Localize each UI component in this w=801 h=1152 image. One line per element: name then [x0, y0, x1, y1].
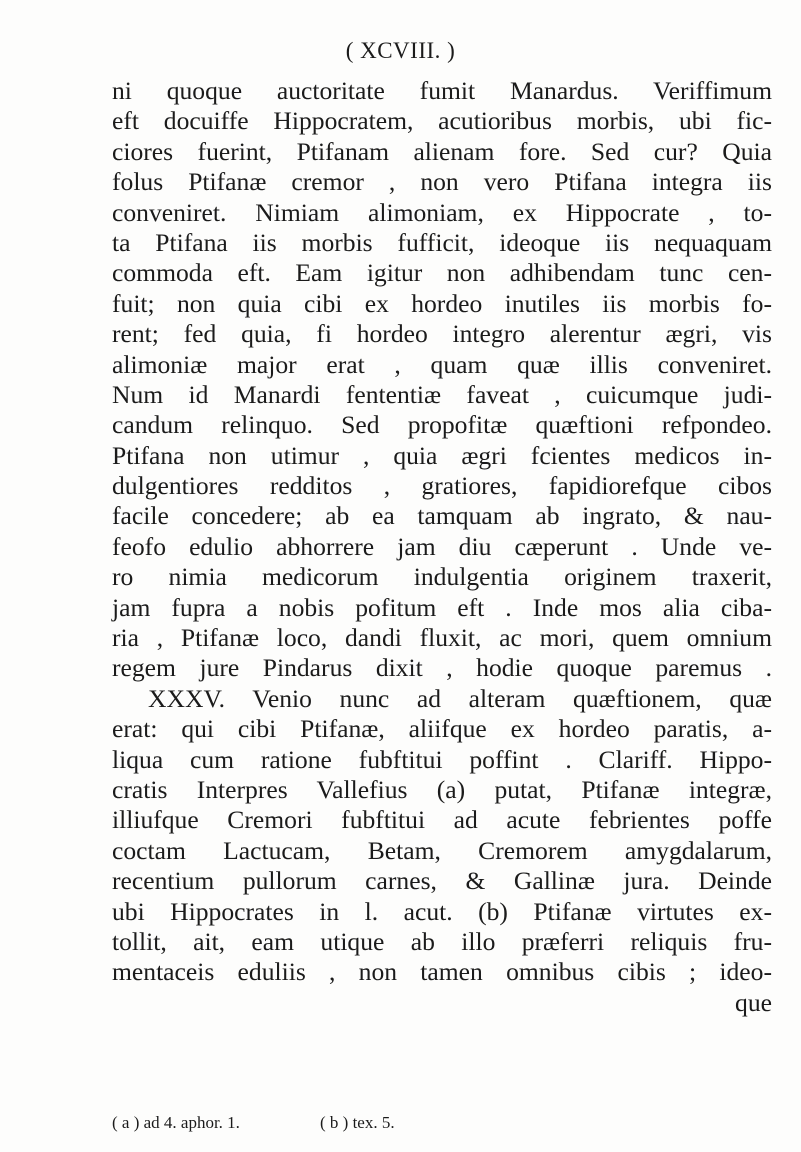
text-line-6: ta Ptifana iis morbis fufficit, ideoque iis nequaquam	[112, 227, 772, 257]
text-line-13: Ptifana non utimur , quia ægri fcientes medicos in-	[112, 440, 772, 470]
text-line-16: feofo edulio abhorrere jam diu cæperunt . Unde ve-	[112, 531, 772, 561]
text-line-18: jam fupra a nobis pofitum eft . Inde mos alia ciba-	[112, 592, 772, 622]
text-line-25: illiufque Cremori fubftitui ad acute febrientes poffe	[112, 805, 772, 835]
catchword: que	[735, 987, 772, 1017]
text-line-7: commoda eft. Eam igitur non adhibendam tunc cen-	[112, 258, 772, 288]
text-line-14: dulgentiores redditos , gratiores, fapidiorefque cibos	[112, 471, 772, 501]
text-line-5: conveniret. Nimiam alimoniam, ex Hippocrate , to-	[112, 197, 772, 227]
text-line-27: recentium pullorum carnes, & Gallinæ jura. Deinde	[112, 866, 772, 896]
section-start-line: XXXV. Venio nunc ad alteram quæftionem, quæ	[148, 683, 772, 713]
text-line-10: alimoniæ major erat , quam quæ illis conveniret.	[112, 349, 772, 379]
text-line-23: liqua cum ratione fubftitui poffint . Clariff. Hippo-	[112, 744, 772, 774]
text-line-8: fuit; non quia cibi ex hordeo inutiles iis morbis fo-	[112, 288, 772, 318]
text-line-9: rent; fed quia, fi hordeo integro alerentur ægri, vis	[112, 319, 772, 349]
text-line-24: cratis Interpres Vallefius (a) putat, Ptifanæ integræ,	[112, 774, 772, 804]
text-line-15: facile concedere; ab ea tamquam ab ingrato, & nau-	[112, 501, 772, 531]
text-line-3: ciores fuerint, Ptifanam alienam fore. Sed cur? Quia	[112, 136, 772, 166]
text-line-22: erat: qui cibi Ptifanæ, aliifque ex hordeo paratis, a-	[112, 714, 772, 744]
text-line-11: Num id Manardi fententiæ faveat , cuicumque judi-	[112, 379, 772, 409]
body-text	[112, 76, 772, 1018]
footnote-a: ( a ) ad 4. aphor. 1.	[112, 1113, 240, 1132]
text-line-26: coctam Lactucam, Betam, Cremorem amygdalarum,	[112, 835, 772, 865]
footnote-b: ( b ) tex. 5.	[320, 1113, 395, 1132]
text-line-19: ria , Ptifanæ loco, dandi fluxit, ac mori, quem omnium	[112, 623, 772, 653]
text-line-20: regem jure Pindarus dixit , hodie quoque paremus .	[112, 653, 772, 683]
text-line-29: tollit, ait, eam utique ab illo præferri reliquis fru-	[112, 926, 772, 956]
text-line-28: ubi Hippocrates in l. acut. (b) Ptifanæ virtutes ex-	[112, 896, 772, 926]
text-line-4: folus Ptifanæ cremor , non vero Ptifana integra iis	[112, 167, 772, 197]
running-head: ( XCVIII. )	[345, 38, 456, 63]
text-line-2: eft docuiffe Hippocratem, acutioribus morbis, ubi fic-	[112, 106, 772, 136]
text-line-30: mentaceis eduliis , non tamen omnibus cibis ; ideo-	[112, 957, 772, 987]
text-line-12: candum relinquo. Sed propofitæ quæftioni refpondeo.	[112, 410, 772, 440]
text-line-17: ro nimia medicorum indulgentia originem traxerit,	[112, 562, 772, 592]
text-line-1: ni quoque auctoritate fumit Manardus. Veriffimum	[112, 76, 772, 105]
